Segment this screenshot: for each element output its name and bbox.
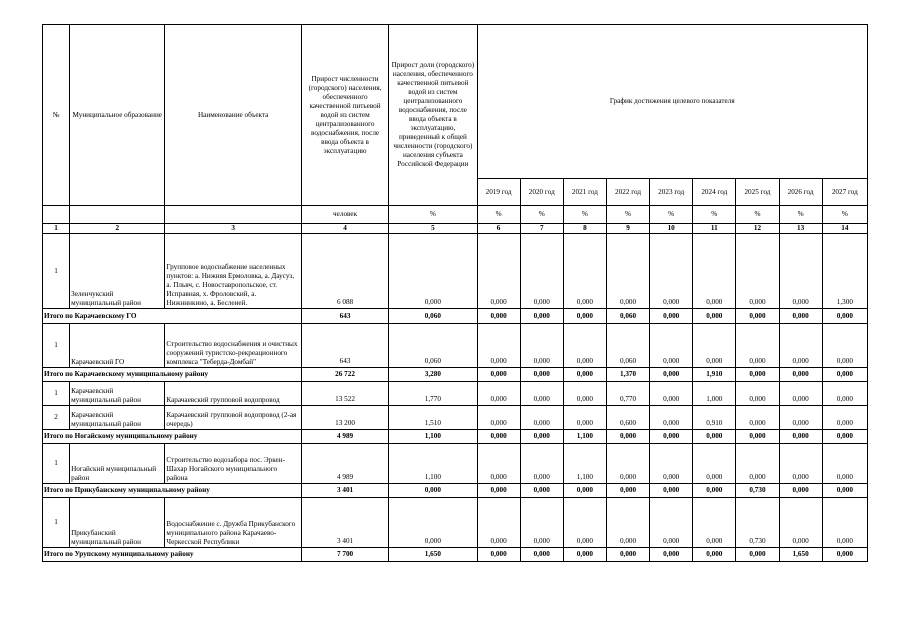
total-year-value: 1,650 [779, 548, 822, 562]
column-index: 12 [736, 224, 779, 234]
table-row [43, 234, 868, 309]
total-year-value: 0,000 [477, 484, 520, 498]
total-share: 0,000 [389, 484, 477, 498]
header-object-name: Наименование объекта [165, 25, 301, 206]
table-row [43, 406, 868, 430]
total-year-value: 0,000 [650, 484, 693, 498]
total-year-value: 0,000 [822, 309, 867, 324]
row-year-value: 0,000 [520, 382, 563, 406]
row-year-value: 0,000 [477, 234, 520, 309]
row-year-value: 1,000 [693, 382, 736, 406]
row-people: 3 401 [301, 498, 388, 548]
total-year-value: 0,000 [563, 368, 606, 382]
unit-percent: % [822, 206, 867, 224]
row-year-value: 0,000 [520, 406, 563, 430]
unit-people: человек [301, 206, 388, 224]
header-year: 2024 год [693, 179, 736, 206]
row-year-value: 0,000 [650, 382, 693, 406]
row-year-value: 0,000 [693, 324, 736, 368]
table-row [43, 324, 868, 368]
total-share: 0,060 [389, 309, 477, 324]
total-year-value: 0,000 [736, 309, 779, 324]
header-growth-population: Прирост численности (городского) населения, обеспеченного качественной питьевой водой из систем централизованного водоснабжения, после ввода объекта в эксплуатацию [301, 25, 388, 206]
total-year-value: 0,000 [822, 548, 867, 562]
unit-percent: % [779, 206, 822, 224]
row-share: 0,000 [389, 234, 477, 309]
row-people: 6 088 [301, 234, 388, 309]
total-year-value: 0,000 [693, 548, 736, 562]
row-year-value: 0,000 [606, 444, 649, 484]
total-year-value: 0,000 [736, 548, 779, 562]
row-year-value: 0,000 [606, 234, 649, 309]
total-year-value: 0,000 [606, 430, 649, 444]
row-year-value: 1,100 [563, 444, 606, 484]
row-object: Строительство водоснабжения и очистных сооружений туристско-рекреационного комплекса "Теберда-Домбай" [165, 324, 301, 368]
row-year-value: 0,000 [822, 498, 867, 548]
column-index: 14 [822, 224, 867, 234]
row-share: 0,000 [389, 498, 477, 548]
total-people: 643 [301, 309, 388, 324]
unit-percent: % [520, 206, 563, 224]
row-year-value: 0,910 [693, 406, 736, 430]
total-share: 1,650 [389, 548, 477, 562]
header-year: 2027 год [822, 179, 867, 206]
total-people: 26 722 [301, 368, 388, 382]
unit-percent: % [389, 206, 477, 224]
column-index: 7 [520, 224, 563, 234]
row-number: 1 [43, 498, 70, 548]
row-year-value: 0,000 [822, 406, 867, 430]
total-people: 3 401 [301, 484, 388, 498]
table-row [43, 382, 868, 406]
row-year-value: 0,000 [650, 406, 693, 430]
column-index: 5 [389, 224, 477, 234]
total-people: 4 989 [301, 430, 388, 444]
row-number: 1 [43, 444, 70, 484]
row-year-value: 0,000 [779, 234, 822, 309]
header-schedule: График достижения целевого показателя [477, 25, 867, 179]
row-year-value: 0,000 [693, 234, 736, 309]
total-label: Итого по Карачаевскому ГО [43, 309, 302, 324]
total-year-value: 0,000 [477, 430, 520, 444]
total-year-value: 0,000 [606, 484, 649, 498]
header-year: 2022 год [606, 179, 649, 206]
row-year-value: 0,000 [693, 444, 736, 484]
total-year-value: 1,370 [606, 368, 649, 382]
table-body [43, 234, 868, 562]
row-share: 1,100 [389, 444, 477, 484]
target-indicator-table [42, 24, 868, 562]
row-year-value: 0,000 [606, 498, 649, 548]
header-year: 2019 год [477, 179, 520, 206]
row-year-value: 0,000 [650, 324, 693, 368]
total-row [43, 368, 868, 382]
total-label: Итого по Урупскому муниципальному району [43, 548, 302, 562]
row-year-value: 0,000 [477, 498, 520, 548]
row-share: 1,770 [389, 382, 477, 406]
row-object: Водоснабжение с. Дружба Прикубанского муниципального района Карачаево-Черкесской Республики [165, 498, 301, 548]
total-year-value: 0,000 [477, 309, 520, 324]
row-share: 1,510 [389, 406, 477, 430]
row-year-value: 0,000 [650, 498, 693, 548]
row-year-value: 0,000 [779, 382, 822, 406]
row-municipality: Карачаевский муниципальный район [70, 406, 165, 430]
total-share: 3,280 [389, 368, 477, 382]
total-row [43, 430, 868, 444]
total-year-value: 0,000 [563, 309, 606, 324]
total-label: Итого по Прикубанскому муниципальному району [43, 484, 302, 498]
unit-empty [43, 206, 70, 224]
total-year-value: 0,000 [693, 309, 736, 324]
total-year-value: 0,000 [650, 548, 693, 562]
row-year-value: 0,000 [736, 324, 779, 368]
unit-percent: % [693, 206, 736, 224]
row-object: Карачаевский групповой водопровод [165, 382, 301, 406]
row-people: 4 989 [301, 444, 388, 484]
row-year-value: 0,000 [520, 234, 563, 309]
row-year-value: 1,300 [822, 234, 867, 309]
row-municipality: Прикубанский муниципальный район [70, 498, 165, 548]
total-share: 1,100 [389, 430, 477, 444]
total-year-value: 0,730 [736, 484, 779, 498]
row-year-value: 0,000 [563, 234, 606, 309]
row-people: 13 200 [301, 406, 388, 430]
total-year-value: 0,000 [779, 484, 822, 498]
row-year-value: 0,000 [822, 324, 867, 368]
row-year-value: 0,000 [736, 234, 779, 309]
row-people: 13 522 [301, 382, 388, 406]
row-object: Карачаевский групповой водопровод (2-ая очередь) [165, 406, 301, 430]
row-year-value: 0,000 [563, 498, 606, 548]
unit-percent: % [477, 206, 520, 224]
total-year-value: 0,000 [736, 430, 779, 444]
row-object: Групповое водоснабжение населенных пунктов: а. Нижняя Ермоловка, а. Даусуз, а. Пльвч, с. Новоставропольское, ст. Исправная, х. Фроловский, а. Нижнинкино, а. Беслеией. [165, 234, 301, 309]
unit-percent: % [563, 206, 606, 224]
unit-percent: % [606, 206, 649, 224]
total-year-value: 1,100 [563, 430, 606, 444]
row-object: Строительство водозабора пос. Эркен-Шахар Ногайского муниципального района [165, 444, 301, 484]
row-share: 0,060 [389, 324, 477, 368]
row-year-value: 0,000 [736, 406, 779, 430]
column-index: 6 [477, 224, 520, 234]
header-year: 2026 год [779, 179, 822, 206]
total-row [43, 309, 868, 324]
total-row [43, 484, 868, 498]
total-year-value: 0,000 [693, 484, 736, 498]
row-year-value: 0,000 [779, 406, 822, 430]
row-municipality: Ногайский муниципальный район [70, 444, 165, 484]
total-year-value: 0,000 [650, 430, 693, 444]
total-year-value: 0,000 [693, 430, 736, 444]
header-growth-share: Прирост доли (городского) населения, обеспеченного качественной питьевой водой из систем централизованного водоснабжения, после ввода объекта в эксплуатацию, приведенный к общей численности (городского) населения субъекта Российской Федерации [389, 25, 477, 206]
total-year-value: 0,000 [736, 368, 779, 382]
total-year-value: 0,000 [606, 548, 649, 562]
total-year-value: 0,000 [520, 368, 563, 382]
row-year-value: 0,000 [477, 324, 520, 368]
total-year-value: 0,000 [779, 368, 822, 382]
row-year-value: 0,000 [822, 382, 867, 406]
row-year-value: 0,000 [520, 444, 563, 484]
total-year-value: 0,000 [822, 368, 867, 382]
header-year: 2021 год [563, 179, 606, 206]
header-municipality: Муниципальное образование [70, 25, 165, 206]
total-year-value: 0,000 [822, 484, 867, 498]
row-year-value: 0,000 [693, 498, 736, 548]
row-year-value: 0,000 [477, 444, 520, 484]
total-row [43, 548, 868, 562]
total-year-value: 0,000 [520, 548, 563, 562]
total-year-value: 0,000 [520, 484, 563, 498]
column-index: 1 [43, 224, 70, 234]
row-municipality: Карачаевский ГО [70, 324, 165, 368]
total-year-value: 0,000 [477, 548, 520, 562]
row-year-value: 0,000 [520, 498, 563, 548]
total-year-value: 0,000 [477, 368, 520, 382]
total-year-value: 0,000 [779, 430, 822, 444]
total-people: 7 700 [301, 548, 388, 562]
row-year-value: 0,000 [477, 406, 520, 430]
unit-empty [165, 206, 301, 224]
row-year-value: 0,000 [563, 324, 606, 368]
total-year-value: 1,910 [693, 368, 736, 382]
column-index: 10 [650, 224, 693, 234]
column-index: 2 [70, 224, 165, 234]
row-year-value: 0,600 [606, 406, 649, 430]
total-year-value: 0,000 [779, 309, 822, 324]
row-number: 1 [43, 382, 70, 406]
row-year-value: 0,000 [779, 444, 822, 484]
total-year-value: 0,000 [520, 430, 563, 444]
total-label: Итого по Ногайскому муниципальному району [43, 430, 302, 444]
total-year-value: 0,000 [520, 309, 563, 324]
column-index: 4 [301, 224, 388, 234]
total-year-value: 0,000 [650, 309, 693, 324]
header-year: 2020 год [520, 179, 563, 206]
row-year-value: 0,000 [736, 382, 779, 406]
column-index: 9 [606, 224, 649, 234]
unit-percent: % [736, 206, 779, 224]
total-year-value: 0,000 [650, 368, 693, 382]
row-people: 643 [301, 324, 388, 368]
row-number: 1 [43, 234, 70, 309]
row-municipality: Карачаевский муниципальный район [70, 382, 165, 406]
row-year-value: 0,060 [606, 324, 649, 368]
row-year-value: 0,000 [779, 498, 822, 548]
header-year: 2023 год [650, 179, 693, 206]
row-year-value: 0,000 [736, 444, 779, 484]
total-year-value: 0,000 [563, 548, 606, 562]
row-number: 1 [43, 324, 70, 368]
column-index: 3 [165, 224, 301, 234]
row-year-value: 0,000 [520, 324, 563, 368]
row-year-value: 0,000 [650, 234, 693, 309]
unit-percent: % [650, 206, 693, 224]
document-sheet [42, 24, 868, 562]
column-index: 13 [779, 224, 822, 234]
column-index: 8 [563, 224, 606, 234]
row-year-value: 0,000 [477, 382, 520, 406]
row-year-value: 0,770 [606, 382, 649, 406]
table-row [43, 498, 868, 548]
total-year-value: 0,000 [822, 430, 867, 444]
total-label: Итого по Карачаевскому муниципальному району [43, 368, 302, 382]
row-year-value: 0,000 [563, 382, 606, 406]
row-number: 2 [43, 406, 70, 430]
row-year-value: 0,000 [650, 444, 693, 484]
row-municipality: Зеленчукский муниципальный район [70, 234, 165, 309]
row-year-value: 0,000 [779, 324, 822, 368]
unit-empty [70, 206, 165, 224]
header-year: 2025 год [736, 179, 779, 206]
row-year-value: 0,730 [736, 498, 779, 548]
table-header [43, 25, 868, 234]
header-number: № [43, 25, 70, 206]
row-year-value: 0,000 [563, 406, 606, 430]
total-year-value: 0,000 [563, 484, 606, 498]
column-index: 11 [693, 224, 736, 234]
row-year-value: 0,000 [822, 444, 867, 484]
table-row [43, 444, 868, 484]
total-year-value: 0,060 [606, 309, 649, 324]
